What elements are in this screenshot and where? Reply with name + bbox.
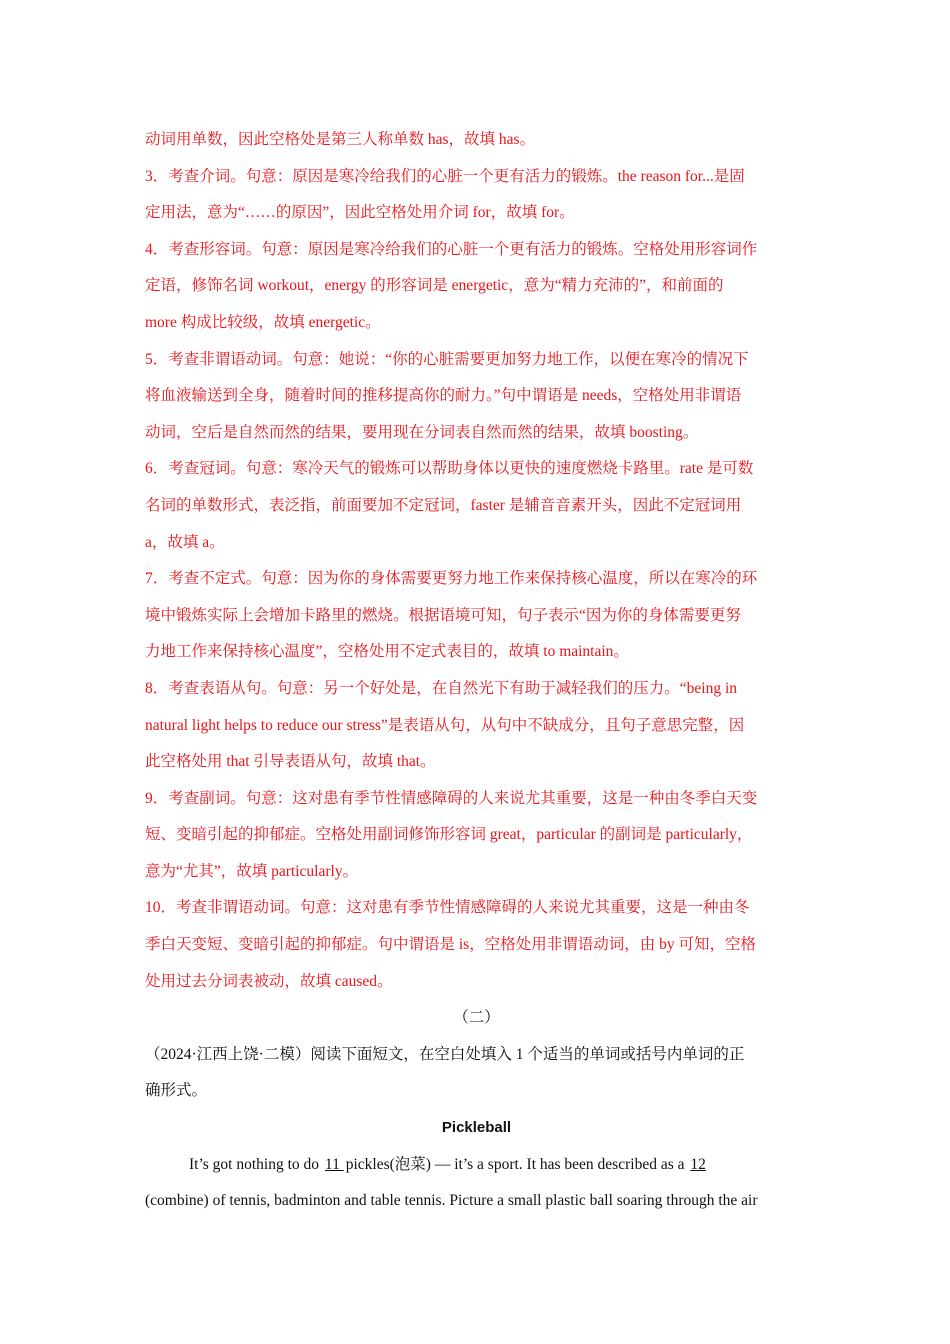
answer-4-line: more 构成比较级，故填 energetic。 <box>145 313 381 331</box>
answer-3-line: 3．考查介词。句意：原因是寒冷给我们的心脏一个更有活力的锻炼。the reason for...是固 <box>145 167 745 185</box>
blank-11: 11 <box>324 1155 344 1173</box>
answer-10-line: 季白天变短、变暗引起的抑郁症。句中谓语是 is，空格处用非谓语动词，由 by 可知，空格 <box>145 936 756 954</box>
passage-text: It’s got nothing to do <box>189 1155 323 1173</box>
answer-9-line: 意为“尤其”，故填 particularly。 <box>145 862 359 880</box>
answer-line: 动词用单数，因此空格处是第三人称单数 has，故填 has。 <box>145 131 536 148</box>
answer-8-line: 此空格处用 that 引导表语从句，故填 that。 <box>145 753 436 771</box>
answer-6-line: 6．考查冠词。句意：寒冷天气的锻炼可以帮助身体以更快的速度燃烧卡路里。rate 是可数 <box>145 460 754 478</box>
answer-7-line: 境中锻炼实际上会增加卡路里的燃烧。根据语境可知，句子表示“因为你的身体需要更努 <box>145 606 741 624</box>
answer-8-line: natural light helps to reduce our stress”是表语从句，从句中不缺成分，且句子意思完整，因 <box>145 716 745 734</box>
answer-8-line: 8．考查表语从句。句意：另一个好处是，在自然光下有助于减轻我们的压力。“being in <box>145 679 737 697</box>
answer-4-line: 定语，修饰名词 workout，energy 的形容词是 energetic，意为“精力充沛的”，和前面的 <box>145 277 724 295</box>
answer-4-line: 4．考查形容词。句意：原因是寒冷给我们的心脏一个更有活力的锻炼。空格处用形容词作 <box>145 240 758 258</box>
answer-9-line: 9．考查副词。句意：这对患有季节性情感障碍的人来说尤其重要，这是一种由冬季白天变 <box>145 789 758 807</box>
passage-line: (combine) of tennis, badminton and table tennis. Picture a small plastic ball soaring through the air <box>145 1192 758 1210</box>
instruction-line: （2024·江西上饶·二模）阅读下面短文，在空白处填入 1 个适当的单词或括号内单词的正 <box>145 1045 745 1063</box>
passage-line <box>145 1147 808 1184</box>
section-number: （二） <box>453 1009 500 1027</box>
page-content <box>145 122 808 1220</box>
answer-5-line: 将血液输送到全身，随着时间的推移提高你的耐力。”句中谓语是 needs，空格处用非谓语 <box>145 387 742 405</box>
answer-10-line: 10．考查非谓语动词。句意：这对患有季节性情感障碍的人来说尤其重要，这是一种由冬 <box>145 899 750 917</box>
answer-7-line: 7．考查不定式。句意：因为你的身体需要更努力地工作来保持核心温度，所以在寒冷的环 <box>145 570 758 588</box>
passage-text: pickles(泡菜) — it’s a sport. It has been described as a <box>345 1155 689 1173</box>
passage-title: Pickleball <box>441 1119 512 1137</box>
answer-6-line: 名词的单数形式，表泛指，前面要加不定冠词，faster 是辅音音素开头，因此不定冠词用 <box>145 496 742 514</box>
answer-10-line: 处用过去分词表被动，故填 caused。 <box>145 972 393 990</box>
answer-9-line: 短、变暗引起的抑郁症。空格处用副词修饰形容词 great，particular 的副词是 particularly， <box>145 826 753 844</box>
blank-12: 12 <box>690 1155 706 1173</box>
answer-6-line: a，故填 a。 <box>145 533 225 551</box>
answer-5-line: 5．考查非谓语动词。句意：她说：“你的心脏需要更加努力地工作，以便在寒冷的情况下 <box>145 350 749 368</box>
instruction-line: 确形式。 <box>145 1082 208 1100</box>
answer-5-line: 动词，空后是自然而然的结果，要用现在分词表自然而然的结果，故填 boosting。 <box>145 423 699 441</box>
answer-7-line: 力地工作来保持核心温度”，空格处用不定式表目的，故填 to maintain。 <box>145 643 629 661</box>
answer-3-line: 定用法，意为“……的原因”，因此空格处用介词 for，故填 for。 <box>145 204 575 222</box>
